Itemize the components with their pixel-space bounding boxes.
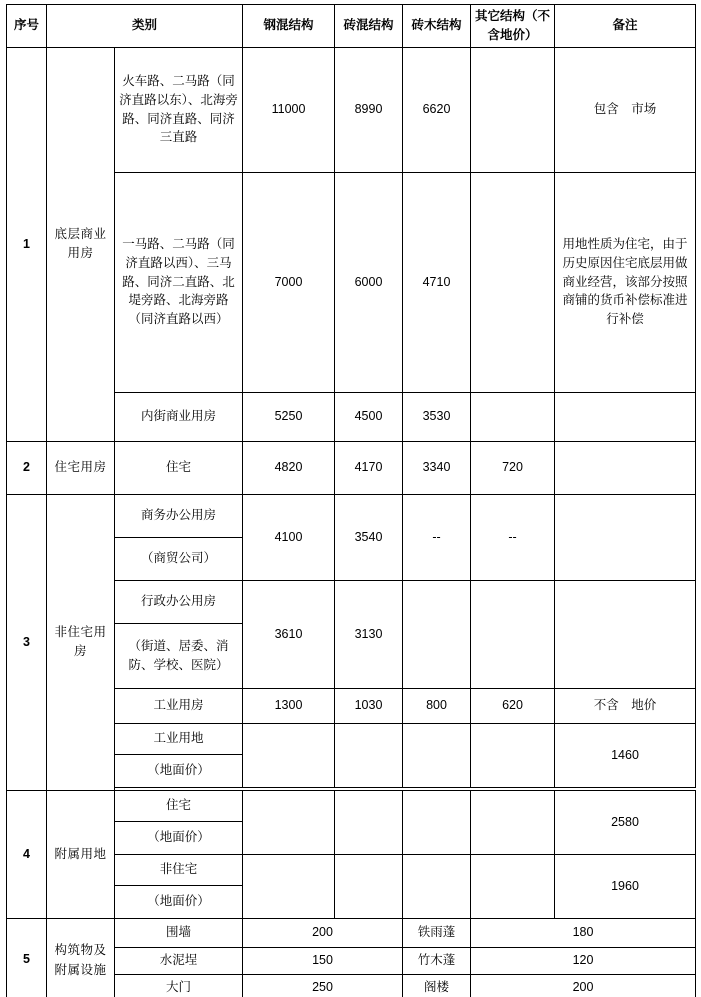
value-4-2-zhuanh <box>335 854 403 918</box>
remark-4-1: 2580 <box>555 790 696 854</box>
item-name-1-1: 火车路、二马路（同济直路以东）、北海旁路、同济直路、同济三直路 <box>115 47 243 172</box>
compensation-standards-table <box>6 4 696 997</box>
value-3-2-zhuanm <box>403 580 471 688</box>
value-3-1-zhuanh: 3540 <box>335 494 403 580</box>
row-index-1: 1 <box>7 47 47 441</box>
item-name-1-2: 一马路、二马路（同济直路以西）、三马路、同济二直路、北堤旁路、北海旁路（同济直路以西） <box>115 172 243 392</box>
value-1-2-other <box>471 172 555 392</box>
row-group-4: 附属用地 <box>47 790 115 918</box>
table-row <box>7 47 696 172</box>
item-name-4-1a: 住宅 <box>115 790 243 821</box>
remark-1-3 <box>555 392 696 441</box>
row-index-4: 4 <box>7 790 47 918</box>
value-5-3b-price: 200 <box>471 974 696 997</box>
value-4-1-zhuanh <box>335 790 403 854</box>
row-index-3: 3 <box>7 494 47 790</box>
value-1-2-zhuanm: 4710 <box>403 172 471 392</box>
value-5-1b-price: 180 <box>471 918 696 947</box>
header-brick-wood: 砖木结构 <box>403 5 471 48</box>
value-1-3-zhuanm: 3530 <box>403 392 471 441</box>
value-1-3-gangh: 5250 <box>243 392 335 441</box>
value-3-4-zhuanh <box>335 723 403 787</box>
row-index-5: 5 <box>7 918 47 997</box>
value-3-3-zhuanh: 1030 <box>335 688 403 723</box>
table-row <box>7 494 696 537</box>
row-index-2: 2 <box>7 441 47 494</box>
item-name-5-1b: 铁雨蓬 <box>403 918 471 947</box>
row-group-1: 底层商业用房 <box>47 47 115 441</box>
value-1-2-gangh: 7000 <box>243 172 335 392</box>
value-3-4-zhuanm <box>403 723 471 787</box>
item-name-3-4b: （地面价） <box>115 754 243 787</box>
item-name-4-1b: （地面价） <box>115 821 243 854</box>
row-group-2: 住宅用房 <box>47 441 115 494</box>
value-3-3-other: 620 <box>471 688 555 723</box>
item-name-3-2b: （街道、居委、消防、学校、医院） <box>115 623 243 688</box>
value-1-2-zhuanh: 6000 <box>335 172 403 392</box>
item-name-5-3: 大门 <box>115 974 243 997</box>
row-group-3: 非住宅用房 <box>47 494 115 790</box>
header-category: 类别 <box>47 5 243 48</box>
value-4-2-gangh <box>243 854 335 918</box>
remark-3-4: 1460 <box>555 723 696 787</box>
remark-2-1 <box>555 441 696 494</box>
value-5-3-price: 250 <box>243 974 403 997</box>
value-3-3-zhuanm: 800 <box>403 688 471 723</box>
remark-1-2: 用地性质为住宅，由于历史原因住宅底层用做商业经营，该部分按照商铺的货币补偿标准进行补偿 <box>555 172 696 392</box>
table-row <box>7 918 696 947</box>
value-2-1-zhuanh: 4170 <box>335 441 403 494</box>
value-3-1-other: -- <box>471 494 555 580</box>
item-name-3-1b: （商贸公司） <box>115 537 243 580</box>
item-name-5-1: 围墙 <box>115 918 243 947</box>
remark-4-2: 1960 <box>555 854 696 918</box>
value-3-4-gangh <box>243 723 335 787</box>
value-1-3-zhuanh: 4500 <box>335 392 403 441</box>
value-4-2-zhuanm <box>403 854 471 918</box>
value-3-4-other <box>471 723 555 787</box>
value-5-1-price: 200 <box>243 918 403 947</box>
value-1-1-other <box>471 47 555 172</box>
item-name-1-3: 内街商业用房 <box>115 392 243 441</box>
table-row <box>7 790 696 821</box>
value-5-2b-price: 120 <box>471 947 696 974</box>
value-4-1-gangh <box>243 790 335 854</box>
remark-3-3: 不含 地价 <box>555 688 696 723</box>
item-name-5-2: 水泥埕 <box>115 947 243 974</box>
item-name-3-4a: 工业用地 <box>115 723 243 754</box>
item-name-3-1a: 商务办公用房 <box>115 494 243 537</box>
table-header-row <box>7 5 696 48</box>
value-1-3-other <box>471 392 555 441</box>
value-3-2-other <box>471 580 555 688</box>
value-3-3-gangh: 1300 <box>243 688 335 723</box>
value-5-2-price: 150 <box>243 947 403 974</box>
value-1-1-gangh: 11000 <box>243 47 335 172</box>
value-3-2-zhuanh: 3130 <box>335 580 403 688</box>
value-4-1-other <box>471 790 555 854</box>
value-3-1-zhuanm: -- <box>403 494 471 580</box>
remark-3-2 <box>555 580 696 688</box>
item-name-4-2a: 非住宅 <box>115 854 243 885</box>
item-name-4-2b: （地面价） <box>115 885 243 918</box>
value-3-1-gangh: 4100 <box>243 494 335 580</box>
value-1-1-zhuanm: 6620 <box>403 47 471 172</box>
value-3-2-gangh: 3610 <box>243 580 335 688</box>
value-4-1-zhuanm <box>403 790 471 854</box>
table-row <box>7 441 696 494</box>
header-remark: 备注 <box>555 5 696 48</box>
item-name-3-2a: 行政办公用房 <box>115 580 243 623</box>
value-1-1-zhuanh: 8990 <box>335 47 403 172</box>
header-other-structure: 其它结构（不含地价） <box>471 5 555 48</box>
remark-3-1 <box>555 494 696 580</box>
remark-1-1: 包含 市场 <box>555 47 696 172</box>
value-4-2-other <box>471 854 555 918</box>
item-name-2-1: 住宅 <box>115 441 243 494</box>
value-2-1-other: 720 <box>471 441 555 494</box>
item-name-5-3b: 阁楼 <box>403 974 471 997</box>
header-brick-concrete: 砖混结构 <box>335 5 403 48</box>
value-2-1-zhuanm: 3340 <box>403 441 471 494</box>
value-2-1-gangh: 4820 <box>243 441 335 494</box>
header-reinforced-concrete: 钢混结构 <box>243 5 335 48</box>
item-name-3-3a: 工业用房 <box>115 688 243 723</box>
header-index: 序号 <box>7 5 47 48</box>
row-group-5: 构筑物及附属设施 <box>47 918 115 997</box>
item-name-5-2b: 竹木蓬 <box>403 947 471 974</box>
